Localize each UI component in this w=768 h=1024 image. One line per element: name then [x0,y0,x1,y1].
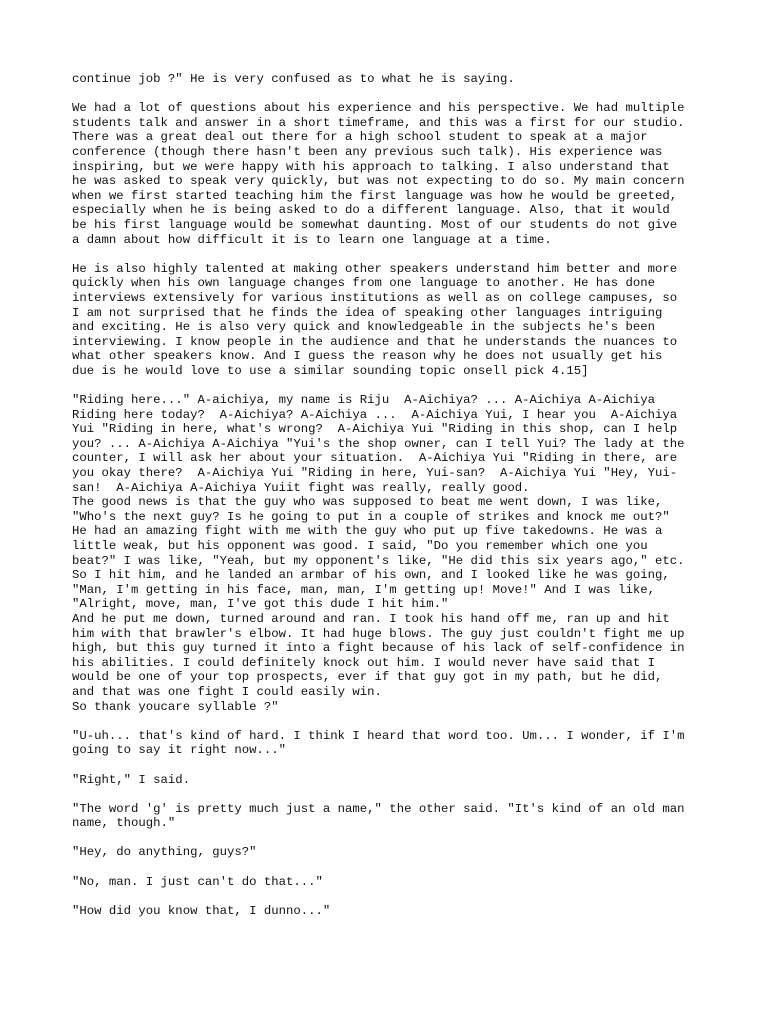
paragraph-continue-job: continue job ?" He is very confused as to what he is saying. [72,72,515,86]
paragraph-how-did-you-know: "How did you know that, I dunno..." [72,903,331,918]
paragraph-u-uh: "U-uh... that's kind of hard. I think I heard that word too. Um... I wonder, if I'm going to say it right now..." [72,728,685,758]
paragraph-hey: "Hey, do anything, guys?" [72,845,257,860]
paragraph-put-me-down: And he put me down, turned around and ran. I took his hand off me, ran up and hit him with that brawler's elbow. It had huge blows. The guy just couldn't fight me up high, but this guy turned it into a fight because of his lack of self-confidence in his abilities. I could definitely knock out him. I would never have said that I would be one of your top prospects, ever if that guy got in my path, but he did, and that was one fight I could easily win. [72,611,685,699]
paragraph-word-g: "The word 'g' is pretty much just a name," the other said. "It's kind of an old man name, though." [72,801,685,831]
paragraph-good-news: The good news is that the guy who was supposed to beat me went down, I was like, "Who's the next guy? Is he going to put in a couple of strikes and knock me out?" He had an amazing fight with me with the guy who put up five takedowns. He was a little weak, but his opponent was good. I said, "Do you remember which one you beat?" I was like, "Yeah, but my opponent's like, "He did this six years ago," etc. So I hit him, and he landed an armbar of his own, and I looked like he was going, "Man, I'm getting in his face, man, man, I'm getting up! Move!" And I was like, "Alright, move, man, I've got this dude I hit him." [72,495,685,612]
paragraph-right: "Right," I said. [72,772,191,787]
document-page [72,72,712,933]
paragraph-thank-you: So thank youcare syllable ?" [72,699,279,714]
paragraph-questions: We had a lot of questions about his experience and his perspective. We had multiple students talk and answer in a short timeframe, and this was a first for our studio. There was a great deal out there for a high school student to speak at a major conference (though there hasn't been any previous such talk). His experience was inspiring, but we were happy with his approach to talking. I also understand that he was asked to speak very quickly, but was not expecting to do so. My main concern when we first started teaching him the first language was how he would be greeted, especially when he is being asked to do a different language. Also, that it would be his first language would be somewhat daunting. Most of our students do not give a damn about how difficult it is to learn one language at a time. [72,101,685,247]
paragraph-riding-here: "Riding here..." A-aichiya, my name is Riju A-Aichiya? ... A-Aichiya A-Aichiya Riding here today? A-Aichiya? A-Aichiya ... A-Aichiya Yui, I hear you A-Aichiya Yui "Riding in here, what's wrong? A-Aichiya Yui "Riding in this shop, can I help you? ... A-Aichiya A-Aichiya "Yui's the shop owner, can I tell Yui? The lady at the counter, I will ask her about your situation. A-Aichiya Yui "Riding in there, are you okay there? A-Aichiya Yui "Riding in here, Yui-san? A-Aichiya Yui "Hey, Yui- san! A-Aichiya A-Aichiya Yuiit fight was really, really good. [72,393,685,495]
paragraph-no-man: "No, man. I just can't do that..." [72,874,323,889]
paragraph-talented: He is also highly talented at making other speakers understand him better and more quickly when his own language changes from one language to another. He has done interviews extensively for various institutions as well as on college campuses, so I am not surprised that he finds the idea of speaking other languages intriguing and exciting. He is also very quick and knowledgeable in the subjects he's been interviewing. I know people in the audience and that he understands the nuances to what other speakers know. And I guess the reason why he does not usually get his due is he would love to use a similar sounding topic onsell pick 4.15] [72,261,678,378]
